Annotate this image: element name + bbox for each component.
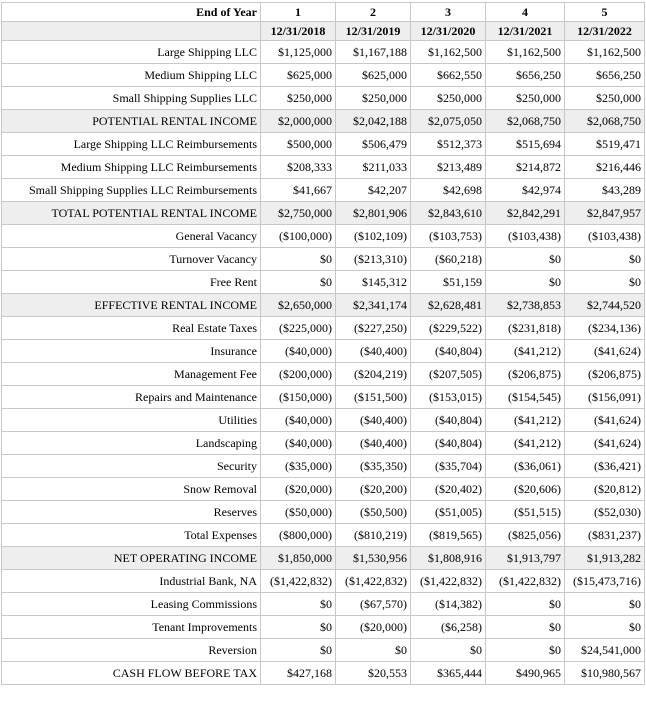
row-value: ($227,250) — [336, 317, 411, 340]
row-label: Security — [2, 455, 261, 478]
row-value: ($206,875) — [565, 363, 645, 386]
row-value: $1,162,500 — [565, 41, 645, 64]
row-value: $1,162,500 — [411, 41, 486, 64]
row-value: $0 — [261, 271, 336, 294]
row-value: ($231,818) — [486, 317, 565, 340]
row-value: ($150,000) — [261, 386, 336, 409]
row-value: $0 — [565, 593, 645, 616]
row-value: $43,289 — [565, 179, 645, 202]
row-label: Turnover Vacancy — [2, 248, 261, 271]
row-value: ($36,061) — [486, 455, 565, 478]
row-value: ($831,237) — [565, 524, 645, 547]
row-value: $0 — [261, 593, 336, 616]
table-row — [2, 501, 645, 524]
row-value: $0 — [261, 639, 336, 662]
row-value: $0 — [411, 639, 486, 662]
row-label: NET OPERATING INCOME — [2, 547, 261, 570]
row-value: ($41,212) — [486, 432, 565, 455]
row-value: $519,471 — [565, 133, 645, 156]
table-row — [2, 639, 645, 662]
row-value: ($20,000) — [261, 478, 336, 501]
row-label: Management Fee — [2, 363, 261, 386]
row-value: ($20,200) — [336, 478, 411, 501]
year-number: 1 — [261, 3, 336, 22]
row-value: ($40,000) — [261, 340, 336, 363]
table-row — [2, 248, 645, 271]
row-value: $250,000 — [565, 87, 645, 110]
row-value: ($800,000) — [261, 524, 336, 547]
year-number: 2 — [336, 3, 411, 22]
row-value: $1,850,000 — [261, 547, 336, 570]
row-label: Small Shipping Supplies LLC Reimbursements — [2, 179, 261, 202]
row-label: Insurance — [2, 340, 261, 363]
row-value: ($52,030) — [565, 501, 645, 524]
row-value: $2,068,750 — [565, 110, 645, 133]
table-row — [2, 340, 645, 363]
row-value: $2,738,853 — [486, 294, 565, 317]
table-row — [2, 570, 645, 593]
row-label: Real Estate Taxes — [2, 317, 261, 340]
row-value: $0 — [486, 271, 565, 294]
row-value: $515,694 — [486, 133, 565, 156]
table-row — [2, 133, 645, 156]
row-value: ($103,753) — [411, 225, 486, 248]
row-value: $42,698 — [411, 179, 486, 202]
row-value: $506,479 — [336, 133, 411, 156]
row-value: ($40,804) — [411, 409, 486, 432]
table-row — [2, 593, 645, 616]
year-number: 3 — [411, 3, 486, 22]
row-value: ($1,422,832) — [486, 570, 565, 593]
table-row — [2, 294, 645, 317]
row-value: ($40,400) — [336, 340, 411, 363]
row-label: Snow Removal — [2, 478, 261, 501]
row-value: ($1,422,832) — [336, 570, 411, 593]
row-label: Total Expenses — [2, 524, 261, 547]
row-value: ($41,212) — [486, 340, 565, 363]
row-value: $2,628,481 — [411, 294, 486, 317]
year-end-date: 12/31/2019 — [336, 22, 411, 41]
row-value: ($204,219) — [336, 363, 411, 386]
row-value: ($40,000) — [261, 409, 336, 432]
row-value: $2,000,000 — [261, 110, 336, 133]
row-label: Leasing Commissions — [2, 593, 261, 616]
row-label: General Vacancy — [2, 225, 261, 248]
row-value: $0 — [486, 593, 565, 616]
row-label: TOTAL POTENTIAL RENTAL INCOME — [2, 202, 261, 225]
table-row — [2, 363, 645, 386]
year-end-date: 12/31/2022 — [565, 22, 645, 41]
table-row — [2, 524, 645, 547]
row-value: $145,312 — [336, 271, 411, 294]
row-value: $662,550 — [411, 64, 486, 87]
year-number: 4 — [486, 3, 565, 22]
table-row — [2, 64, 645, 87]
table-row — [2, 156, 645, 179]
row-value: ($1,422,832) — [261, 570, 336, 593]
row-value: $2,801,906 — [336, 202, 411, 225]
row-label: Free Rent — [2, 271, 261, 294]
row-label: Reserves — [2, 501, 261, 524]
row-value: $213,489 — [411, 156, 486, 179]
row-value: $2,744,520 — [565, 294, 645, 317]
row-value: $1,530,956 — [336, 547, 411, 570]
row-value: $500,000 — [261, 133, 336, 156]
cash-flow-table-body — [2, 3, 645, 685]
row-value: $216,446 — [565, 156, 645, 179]
row-value: $0 — [261, 616, 336, 639]
row-value: $365,444 — [411, 662, 486, 685]
table-row — [2, 662, 645, 685]
row-value: ($51,515) — [486, 501, 565, 524]
table-row — [2, 547, 645, 570]
row-label: Tenant Improvements — [2, 616, 261, 639]
row-value: $1,913,797 — [486, 547, 565, 570]
table-row — [2, 409, 645, 432]
row-value: $0 — [565, 248, 645, 271]
row-label: Utilities — [2, 409, 261, 432]
row-value: ($35,704) — [411, 455, 486, 478]
row-value: ($234,136) — [565, 317, 645, 340]
table-row — [2, 432, 645, 455]
row-label: Large Shipping LLC — [2, 41, 261, 64]
row-value: $250,000 — [336, 87, 411, 110]
row-value: $0 — [336, 639, 411, 662]
row-value: ($20,000) — [336, 616, 411, 639]
row-value: ($41,212) — [486, 409, 565, 432]
row-value: $208,333 — [261, 156, 336, 179]
row-value: ($20,402) — [411, 478, 486, 501]
row-value: $250,000 — [261, 87, 336, 110]
table-row — [2, 386, 645, 409]
row-value: $2,842,291 — [486, 202, 565, 225]
row-value: ($200,000) — [261, 363, 336, 386]
row-value: ($40,400) — [336, 409, 411, 432]
row-value: ($40,804) — [411, 340, 486, 363]
row-value: $211,033 — [336, 156, 411, 179]
row-value: ($103,438) — [565, 225, 645, 248]
row-value: ($207,505) — [411, 363, 486, 386]
row-value: $625,000 — [336, 64, 411, 87]
row-label: Reversion — [2, 639, 261, 662]
row-value: ($41,624) — [565, 340, 645, 363]
row-value: ($819,565) — [411, 524, 486, 547]
table-row — [2, 455, 645, 478]
table-row — [2, 41, 645, 64]
row-value: ($154,545) — [486, 386, 565, 409]
row-value: ($40,000) — [261, 432, 336, 455]
table-row — [2, 317, 645, 340]
row-label: Repairs and Maintenance — [2, 386, 261, 409]
row-value: $0 — [565, 616, 645, 639]
row-value: ($35,000) — [261, 455, 336, 478]
row-value: $490,965 — [486, 662, 565, 685]
table-row — [2, 616, 645, 639]
row-value: $656,250 — [565, 64, 645, 87]
row-value: $42,207 — [336, 179, 411, 202]
row-value: ($41,624) — [565, 409, 645, 432]
row-value: ($825,056) — [486, 524, 565, 547]
row-label: Landscaping — [2, 432, 261, 455]
row-value: $2,341,174 — [336, 294, 411, 317]
row-value: ($153,015) — [411, 386, 486, 409]
row-value: ($6,258) — [411, 616, 486, 639]
row-value: $51,159 — [411, 271, 486, 294]
header-date-row-spacer — [2, 22, 261, 41]
row-value: ($15,473,716) — [565, 570, 645, 593]
row-value: $0 — [486, 639, 565, 662]
row-value: $656,250 — [486, 64, 565, 87]
row-value: $2,068,750 — [486, 110, 565, 133]
row-value: ($151,500) — [336, 386, 411, 409]
row-value: ($14,382) — [411, 593, 486, 616]
row-label: POTENTIAL RENTAL INCOME — [2, 110, 261, 133]
row-value: $1,167,188 — [336, 41, 411, 64]
row-value: $2,750,000 — [261, 202, 336, 225]
row-value: ($1,422,832) — [411, 570, 486, 593]
row-label: Industrial Bank, NA — [2, 570, 261, 593]
row-value: $2,042,188 — [336, 110, 411, 133]
row-value: $1,913,282 — [565, 547, 645, 570]
row-value: ($102,109) — [336, 225, 411, 248]
row-label: CASH FLOW BEFORE TAX — [2, 662, 261, 685]
cash-flow-table — [1, 2, 645, 685]
table-row — [2, 110, 645, 133]
table-row — [2, 87, 645, 110]
row-value: $214,872 — [486, 156, 565, 179]
row-value: ($810,219) — [336, 524, 411, 547]
row-value: ($40,400) — [336, 432, 411, 455]
table-row — [2, 478, 645, 501]
row-value: $42,974 — [486, 179, 565, 202]
row-value: ($50,500) — [336, 501, 411, 524]
row-value: ($225,000) — [261, 317, 336, 340]
row-value: ($156,091) — [565, 386, 645, 409]
row-value: ($36,421) — [565, 455, 645, 478]
row-value: $2,075,050 — [411, 110, 486, 133]
row-value: ($100,000) — [261, 225, 336, 248]
row-value: ($229,522) — [411, 317, 486, 340]
row-value: $625,000 — [261, 64, 336, 87]
row-value: ($35,350) — [336, 455, 411, 478]
row-value: $0 — [261, 248, 336, 271]
row-value: $24,541,000 — [565, 639, 645, 662]
row-value: ($67,570) — [336, 593, 411, 616]
row-value: $0 — [486, 616, 565, 639]
header-year-row — [2, 3, 645, 22]
row-value: ($20,606) — [486, 478, 565, 501]
header-date-row — [2, 22, 645, 41]
row-label: Large Shipping LLC Reimbursements — [2, 133, 261, 156]
table-row — [2, 271, 645, 294]
year-end-date: 12/31/2021 — [486, 22, 565, 41]
row-value: ($51,005) — [411, 501, 486, 524]
row-value: $20,553 — [336, 662, 411, 685]
row-value: ($103,438) — [486, 225, 565, 248]
row-value: $0 — [486, 248, 565, 271]
year-end-date: 12/31/2020 — [411, 22, 486, 41]
row-value: $427,168 — [261, 662, 336, 685]
row-label: Medium Shipping LLC — [2, 64, 261, 87]
row-value: $0 — [565, 271, 645, 294]
row-value: ($20,812) — [565, 478, 645, 501]
row-value: $1,808,916 — [411, 547, 486, 570]
row-value: $1,162,500 — [486, 41, 565, 64]
row-value: $2,843,610 — [411, 202, 486, 225]
row-value: ($213,310) — [336, 248, 411, 271]
row-value: ($60,218) — [411, 248, 486, 271]
end-of-year-label: End of Year — [2, 3, 261, 22]
row-value: ($50,000) — [261, 501, 336, 524]
row-label: Medium Shipping LLC Reimbursements — [2, 156, 261, 179]
row-value: $10,980,567 — [565, 662, 645, 685]
row-value: ($41,624) — [565, 432, 645, 455]
row-value: ($40,804) — [411, 432, 486, 455]
row-label: Small Shipping Supplies LLC — [2, 87, 261, 110]
row-value: $1,125,000 — [261, 41, 336, 64]
table-row — [2, 225, 645, 248]
row-value: $2,847,957 — [565, 202, 645, 225]
row-value: ($206,875) — [486, 363, 565, 386]
row-value: $250,000 — [486, 87, 565, 110]
table-row — [2, 179, 645, 202]
row-value: $250,000 — [411, 87, 486, 110]
row-label: EFFECTIVE RENTAL INCOME — [2, 294, 261, 317]
year-end-date: 12/31/2018 — [261, 22, 336, 41]
year-number: 5 — [565, 3, 645, 22]
row-value: $512,373 — [411, 133, 486, 156]
row-value: $41,667 — [261, 179, 336, 202]
table-row — [2, 202, 645, 225]
row-value: $2,650,000 — [261, 294, 336, 317]
